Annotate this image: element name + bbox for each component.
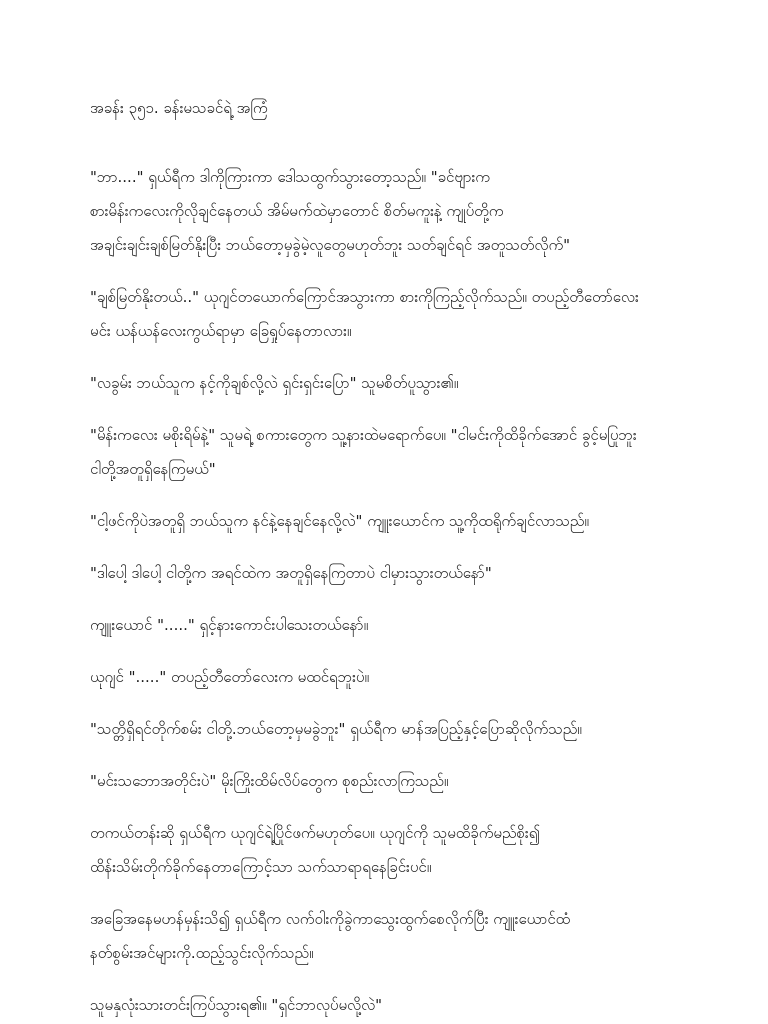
paragraph (90, 764, 698, 798)
paragraph-line: သူမနှလုံးသားတင်းကြပ်သွားရ၏။ "ရှင်ဘာလုပ်မလို့လဲ" (90, 996, 383, 1014)
paragraph (90, 608, 698, 642)
paragraph (90, 902, 698, 970)
paragraph-line: မင်း ယန်ယန်လေးကွယ်ရာမှာ ခြေရှုပ်နေတာလား။ (90, 322, 352, 340)
paragraph-line: အခြေအနေမဟန်မှန်းသိ၍ ရှယ်ရီက လက်ဝါးကိုခွဲကာသွေးထွက်စေလိုက်ပြီး ကျူးယောင်ထံ (90, 910, 571, 928)
paragraph-line: "သတ္တိရှိရင်တိုက်စမ်း ငါတို့.ဘယ်တော့မှမခွဲဘူး" ရှယ်ရီက မာန်အပြည့်နှင့်ပြောဆိုလိုက်သည်။ (90, 720, 582, 738)
paragraph-line: ကျူးယောင် "....." ရှင့်နားကောင်းပါသေးတယ်နော်။ (90, 616, 369, 634)
paragraph (90, 280, 698, 348)
chapter-title: အခန်း ၃၅၁. ခန်းမသခင်ရဲ့ အကြံ (90, 99, 268, 117)
paragraph (90, 504, 698, 538)
paragraph (90, 366, 698, 400)
paragraph (90, 712, 698, 746)
paragraph-line: "မင်းသဘောအတိုင်းပဲ" မိုးကြိုးထိမ်လိပ်တွေက စုစည်းလာကြသည်။ (90, 772, 449, 790)
paragraph-line: "ငါ့ဖင်ကိုပဲအတူရှိ ဘယ်သူက နင်နဲ့နေချင်နေလို့လဲ" ကျူးယောင်က သူ့ကိုထရိုက်ချင်လာသည်။ (90, 512, 589, 530)
paragraph-line: အချင်းချင်းချစ်မြတ်နိုးပြီး ဘယ်တော့မှခွဲမဲ့လူတွေမဟုတ်ဘူး သတ်ချင်ရင် အတူသတ်လိုက်" (90, 236, 571, 254)
paragraph-line: "ချစ်မြတ်နိုးတယ်.." ယုဂျင်တယောက်ကြောင်အသွားကာ စားကိုကြည့်လိုက်သည်။ တပည့်တီတော်လေး (90, 288, 639, 306)
paragraph-line: နတ်စွမ်းအင်များကို.ထည့်သွင်းလိုက်သည်။ (90, 944, 314, 962)
paragraph-line: တကယ်တန်းဆို ရှယ်ရီက ယုဂျင်ရဲ့ပြိုင်ဖက်မဟုတ်ပေ။ ယုဂျင်ကို သူမထိခိုက်မည်စိုး၍ (90, 824, 540, 842)
paragraph-line: ငါတို့အတူရှိနေကြမယ်" (90, 460, 216, 478)
paragraph-line: "မိန်းကလေး မစိုးရိမ်နဲ့" သူမရဲ့ စကားတွေက သူ့နားထဲမရောက်ပေ။ "ငါမင်းကိုထိခိုက်အောင် ခွင့်မပြုဘူး (90, 426, 637, 444)
paragraph-line: ယုဂျင် "....." တပည့်တီတော်လေးက မထင်ရဘူးပဲ။ (90, 668, 369, 686)
paragraph (90, 988, 698, 1022)
paragraph (90, 160, 698, 262)
paragraph-line: "လခွမ်း ဘယ်သူက နင့်ကိုချစ်လို့လဲ ရှင်းရှင်းပြော" သူမစိတ်ပူသွား၏။ (90, 374, 459, 392)
paragraph (90, 418, 698, 486)
paragraph (90, 660, 698, 694)
paragraph-line: ထိန်းသိမ်းတိုက်ခိုက်နေတာကြောင့်သာ သက်သာရာရနေခြင်းပင်။ (90, 858, 432, 876)
paragraph-line: စားမိန်းကလေးကိုလိုချင်နေတယ် အိမ်မက်ထဲမှာတောင် စိတ်မကူးနဲ့ ကျုပ်တို့က (90, 202, 504, 220)
paragraph (90, 556, 698, 590)
paragraph-line: "ဒါပေါ့ ဒါပေါ့ ငါတို့က အရင်ထဲက အတူရှိနေကြတာပဲ ငါမှားသွားတယ်နော်" (90, 564, 492, 582)
paragraph-line: "ဘာ...." ရှယ်ရီက ဒါကိုကြားကာ ဒေါသထွက်သွားတော့သည်။ "ခင်ဗျားက (90, 168, 490, 186)
document-body (90, 160, 698, 1022)
paragraph (90, 816, 698, 884)
